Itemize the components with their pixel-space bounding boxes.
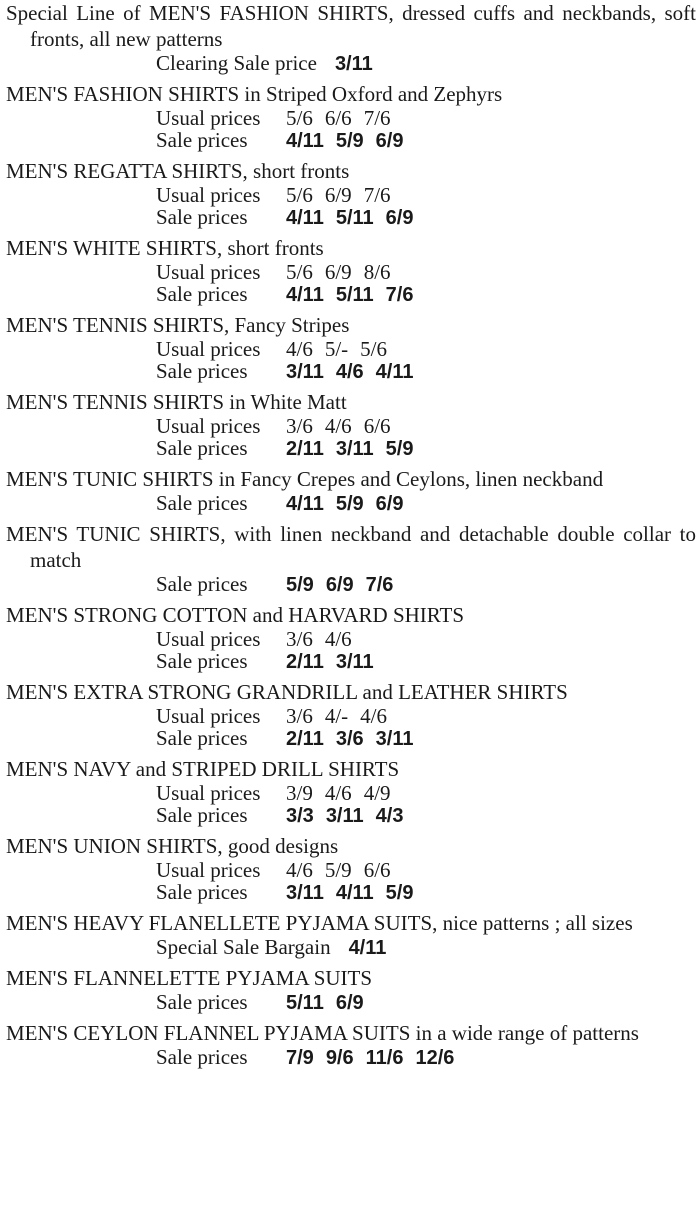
sale-price: 7/6 — [385, 284, 414, 306]
price-entry — [6, 312, 696, 383]
usual-price: 5/- — [324, 337, 349, 361]
price-values — [286, 705, 399, 727]
sale-price: 4/3 — [375, 805, 404, 827]
price-values — [286, 804, 415, 827]
sale-price: 4/11 — [335, 882, 374, 904]
sale-price: 3/3 — [286, 805, 314, 827]
sale-price: 4/6 — [335, 361, 364, 383]
usual-price: 6/9 — [324, 260, 352, 284]
price-values — [286, 881, 425, 904]
price-entry — [6, 81, 696, 152]
usual-price: 4/6 — [286, 858, 313, 882]
sale-prices-row — [6, 936, 696, 959]
price-label: Usual prices — [156, 183, 261, 207]
sale-price: 11/6 — [365, 1047, 404, 1069]
price-entry — [6, 389, 696, 460]
sale-price: 6/9 — [375, 130, 404, 152]
price-label: Sale prices — [156, 491, 248, 515]
price-values — [286, 107, 403, 129]
sale-price: 4/11 — [286, 284, 324, 306]
price-values — [349, 936, 399, 959]
price-label: Sale prices — [156, 572, 248, 596]
sale-price: 4/11 — [286, 207, 324, 229]
entry-title: MEN'S FLANNELETTE PYJAMA SUITS — [6, 966, 373, 990]
usual-price: 5/6 — [286, 106, 313, 130]
entry-title: MEN'S REGATTA SHIRTS, short fronts — [6, 159, 350, 183]
usual-price: 4/6 — [324, 627, 352, 651]
sale-prices-row — [6, 492, 696, 515]
price-label: Sale prices — [156, 649, 248, 673]
entry-title: MEN'S HEAVY FLANELLETE PYJAMA SUITS, nice patterns ; all sizes — [6, 911, 633, 935]
usual-prices-row — [6, 782, 696, 804]
price-values — [286, 283, 425, 306]
sale-price: 5/9 — [385, 882, 414, 904]
price-values — [286, 206, 425, 229]
entry-title: MEN'S TUNIC SHIRTS, with linen neckband and detachable double collar to match — [6, 522, 696, 572]
sale-price: 2/11 — [286, 728, 324, 750]
sale-price: 3/11 — [375, 728, 414, 750]
sale-prices-row — [6, 206, 696, 229]
usual-price: 4/6 — [324, 414, 352, 438]
price-values — [286, 437, 425, 460]
sale-price: 3/11 — [286, 882, 324, 904]
price-entry — [6, 521, 696, 596]
sale-price: 4/11 — [286, 493, 324, 515]
sale-prices-row — [6, 1046, 696, 1069]
usual-price: 7/6 — [363, 183, 391, 207]
price-label: Usual prices — [156, 704, 261, 728]
sale-prices-row — [6, 437, 696, 460]
sale-price: 4/11 — [286, 130, 324, 152]
usual-prices-row — [6, 184, 696, 206]
sale-price: 3/6 — [335, 728, 364, 750]
price-entry — [6, 910, 696, 959]
price-label: Sale prices — [156, 726, 248, 750]
sale-price: 5/11 — [335, 284, 374, 306]
price-entry — [6, 0, 696, 75]
usual-price: 6/6 — [324, 106, 352, 130]
price-label: Sale prices — [156, 436, 248, 460]
price-label: Sale prices — [156, 990, 248, 1014]
price-entry — [6, 679, 696, 750]
sale-price: 5/9 — [335, 130, 364, 152]
usual-price: 4/9 — [363, 781, 391, 805]
entry-title: MEN'S CEYLON FLANNEL PYJAMA SUITS in a wide range of patterns — [6, 1021, 639, 1045]
sale-prices-row — [6, 650, 696, 673]
price-label: Sale prices — [156, 128, 248, 152]
price-values — [286, 573, 405, 596]
price-values — [286, 650, 386, 673]
usual-price: 4/6 — [286, 337, 313, 361]
price-label: Usual prices — [156, 106, 261, 130]
sale-price: 5/9 — [286, 574, 314, 596]
sale-price: 2/11 — [286, 438, 324, 460]
sale-prices-row — [6, 283, 696, 306]
entry-title: MEN'S TENNIS SHIRTS, Fancy Stripes — [6, 313, 350, 337]
price-entry — [6, 965, 696, 1014]
usual-price: 6/6 — [363, 858, 391, 882]
sale-price: 4/11 — [348, 937, 387, 959]
price-label: Sale prices — [156, 282, 248, 306]
sale-price: 9/6 — [325, 1047, 354, 1069]
price-entry — [6, 235, 696, 306]
price-label: Usual prices — [156, 337, 261, 361]
usual-prices-row — [6, 107, 696, 129]
sale-price: 5/11 — [335, 207, 374, 229]
price-label: Clearing Sale price — [156, 51, 317, 75]
usual-price: 7/6 — [363, 106, 391, 130]
price-values — [286, 129, 415, 152]
price-label: Sale prices — [156, 1045, 248, 1069]
usual-price: 3/6 — [286, 627, 313, 651]
sale-prices-row — [6, 991, 696, 1014]
price-label: Sale prices — [156, 359, 248, 383]
usual-price: 4/- — [324, 704, 349, 728]
entry-title: MEN'S UNION SHIRTS, good designs — [6, 834, 339, 858]
sale-price: 3/11 — [286, 361, 324, 383]
price-values — [335, 52, 385, 75]
sale-prices-row — [6, 573, 696, 596]
price-label: Sale prices — [156, 880, 248, 904]
usual-prices-row — [6, 415, 696, 437]
usual-prices-row — [6, 859, 696, 881]
price-label: Special Sale Bargain — [156, 935, 331, 959]
usual-price: 3/6 — [286, 704, 313, 728]
sale-price: 5/9 — [335, 493, 364, 515]
usual-price: 8/6 — [363, 260, 391, 284]
sale-price: 6/9 — [325, 574, 354, 596]
price-values — [286, 338, 399, 360]
usual-prices-row — [6, 628, 696, 650]
sale-price: 7/6 — [365, 574, 394, 596]
entry-title: MEN'S EXTRA STRONG GRANDRILL and LEATHER SHIRTS — [6, 680, 568, 704]
price-entry — [6, 833, 696, 904]
usual-prices-row — [6, 338, 696, 360]
price-values — [286, 727, 425, 750]
entry-title: MEN'S TENNIS SHIRTS in White Matt — [6, 390, 347, 414]
sale-prices-row — [6, 727, 696, 750]
usual-price: 3/6 — [286, 414, 313, 438]
sale-price: 7/9 — [286, 1047, 314, 1069]
price-label: Sale prices — [156, 205, 248, 229]
price-entry — [6, 1020, 696, 1069]
price-values — [286, 492, 415, 515]
sale-price: 5/11 — [286, 992, 324, 1014]
entry-title: Special Line of MEN'S FASHION SHIRTS, dressed cuffs and neckbands, soft fronts, all new patterns — [6, 1, 696, 51]
usual-price: 6/6 — [363, 414, 391, 438]
price-values — [286, 782, 403, 804]
sale-price: 12/6 — [415, 1047, 455, 1069]
usual-price: 5/6 — [286, 260, 313, 284]
price-values — [286, 415, 403, 437]
usual-price: 5/6 — [360, 337, 388, 361]
usual-prices-row — [6, 705, 696, 727]
usual-price: 6/9 — [324, 183, 352, 207]
entry-title: MEN'S NAVY and STRIPED DRILL SHIRTS — [6, 757, 400, 781]
price-entry — [6, 466, 696, 515]
price-entry — [6, 602, 696, 673]
price-values — [286, 859, 403, 881]
usual-price: 4/6 — [360, 704, 388, 728]
price-values — [286, 261, 403, 283]
price-entry — [6, 756, 696, 827]
sale-price: 3/11 — [335, 438, 374, 460]
entry-title: MEN'S FASHION SHIRTS in Striped Oxford and Zephyrs — [6, 82, 503, 106]
usual-prices-row — [6, 261, 696, 283]
sale-prices-row — [6, 52, 696, 75]
sale-price: 4/11 — [375, 361, 414, 383]
price-values — [286, 628, 364, 650]
sale-prices-row — [6, 804, 696, 827]
sale-prices-row — [6, 129, 696, 152]
price-values — [286, 360, 425, 383]
entry-title: MEN'S TUNIC SHIRTS in Fancy Crepes and Ceylons, linen neckband — [6, 467, 604, 491]
sale-price: 3/11 — [325, 805, 364, 827]
price-label: Usual prices — [156, 414, 261, 438]
sale-price: 3/11 — [334, 53, 373, 75]
price-label: Usual prices — [156, 858, 261, 882]
sale-price: 6/9 — [375, 493, 404, 515]
usual-price: 5/9 — [324, 858, 352, 882]
sale-price: 6/9 — [385, 207, 414, 229]
sale-price: 3/11 — [335, 651, 374, 673]
price-values — [286, 991, 376, 1014]
usual-price: 5/6 — [286, 183, 313, 207]
sale-prices-row — [6, 881, 696, 904]
price-label: Usual prices — [156, 260, 261, 284]
usual-price: 3/9 — [286, 781, 313, 805]
price-label: Sale prices — [156, 803, 248, 827]
price-list-page — [6, 0, 696, 1226]
sale-price: 6/9 — [335, 992, 364, 1014]
sale-prices-row — [6, 360, 696, 383]
price-label: Usual prices — [156, 781, 261, 805]
entry-title: MEN'S WHITE SHIRTS, short fronts — [6, 236, 324, 260]
price-label: Usual prices — [156, 627, 261, 651]
sale-price: 5/9 — [385, 438, 414, 460]
entry-title: MEN'S STRONG COTTON and HARVARD SHIRTS — [6, 603, 465, 627]
price-values — [286, 184, 403, 206]
sale-price: 2/11 — [286, 651, 324, 673]
usual-price: 4/6 — [324, 781, 352, 805]
price-values — [286, 1046, 466, 1069]
price-entry — [6, 158, 696, 229]
